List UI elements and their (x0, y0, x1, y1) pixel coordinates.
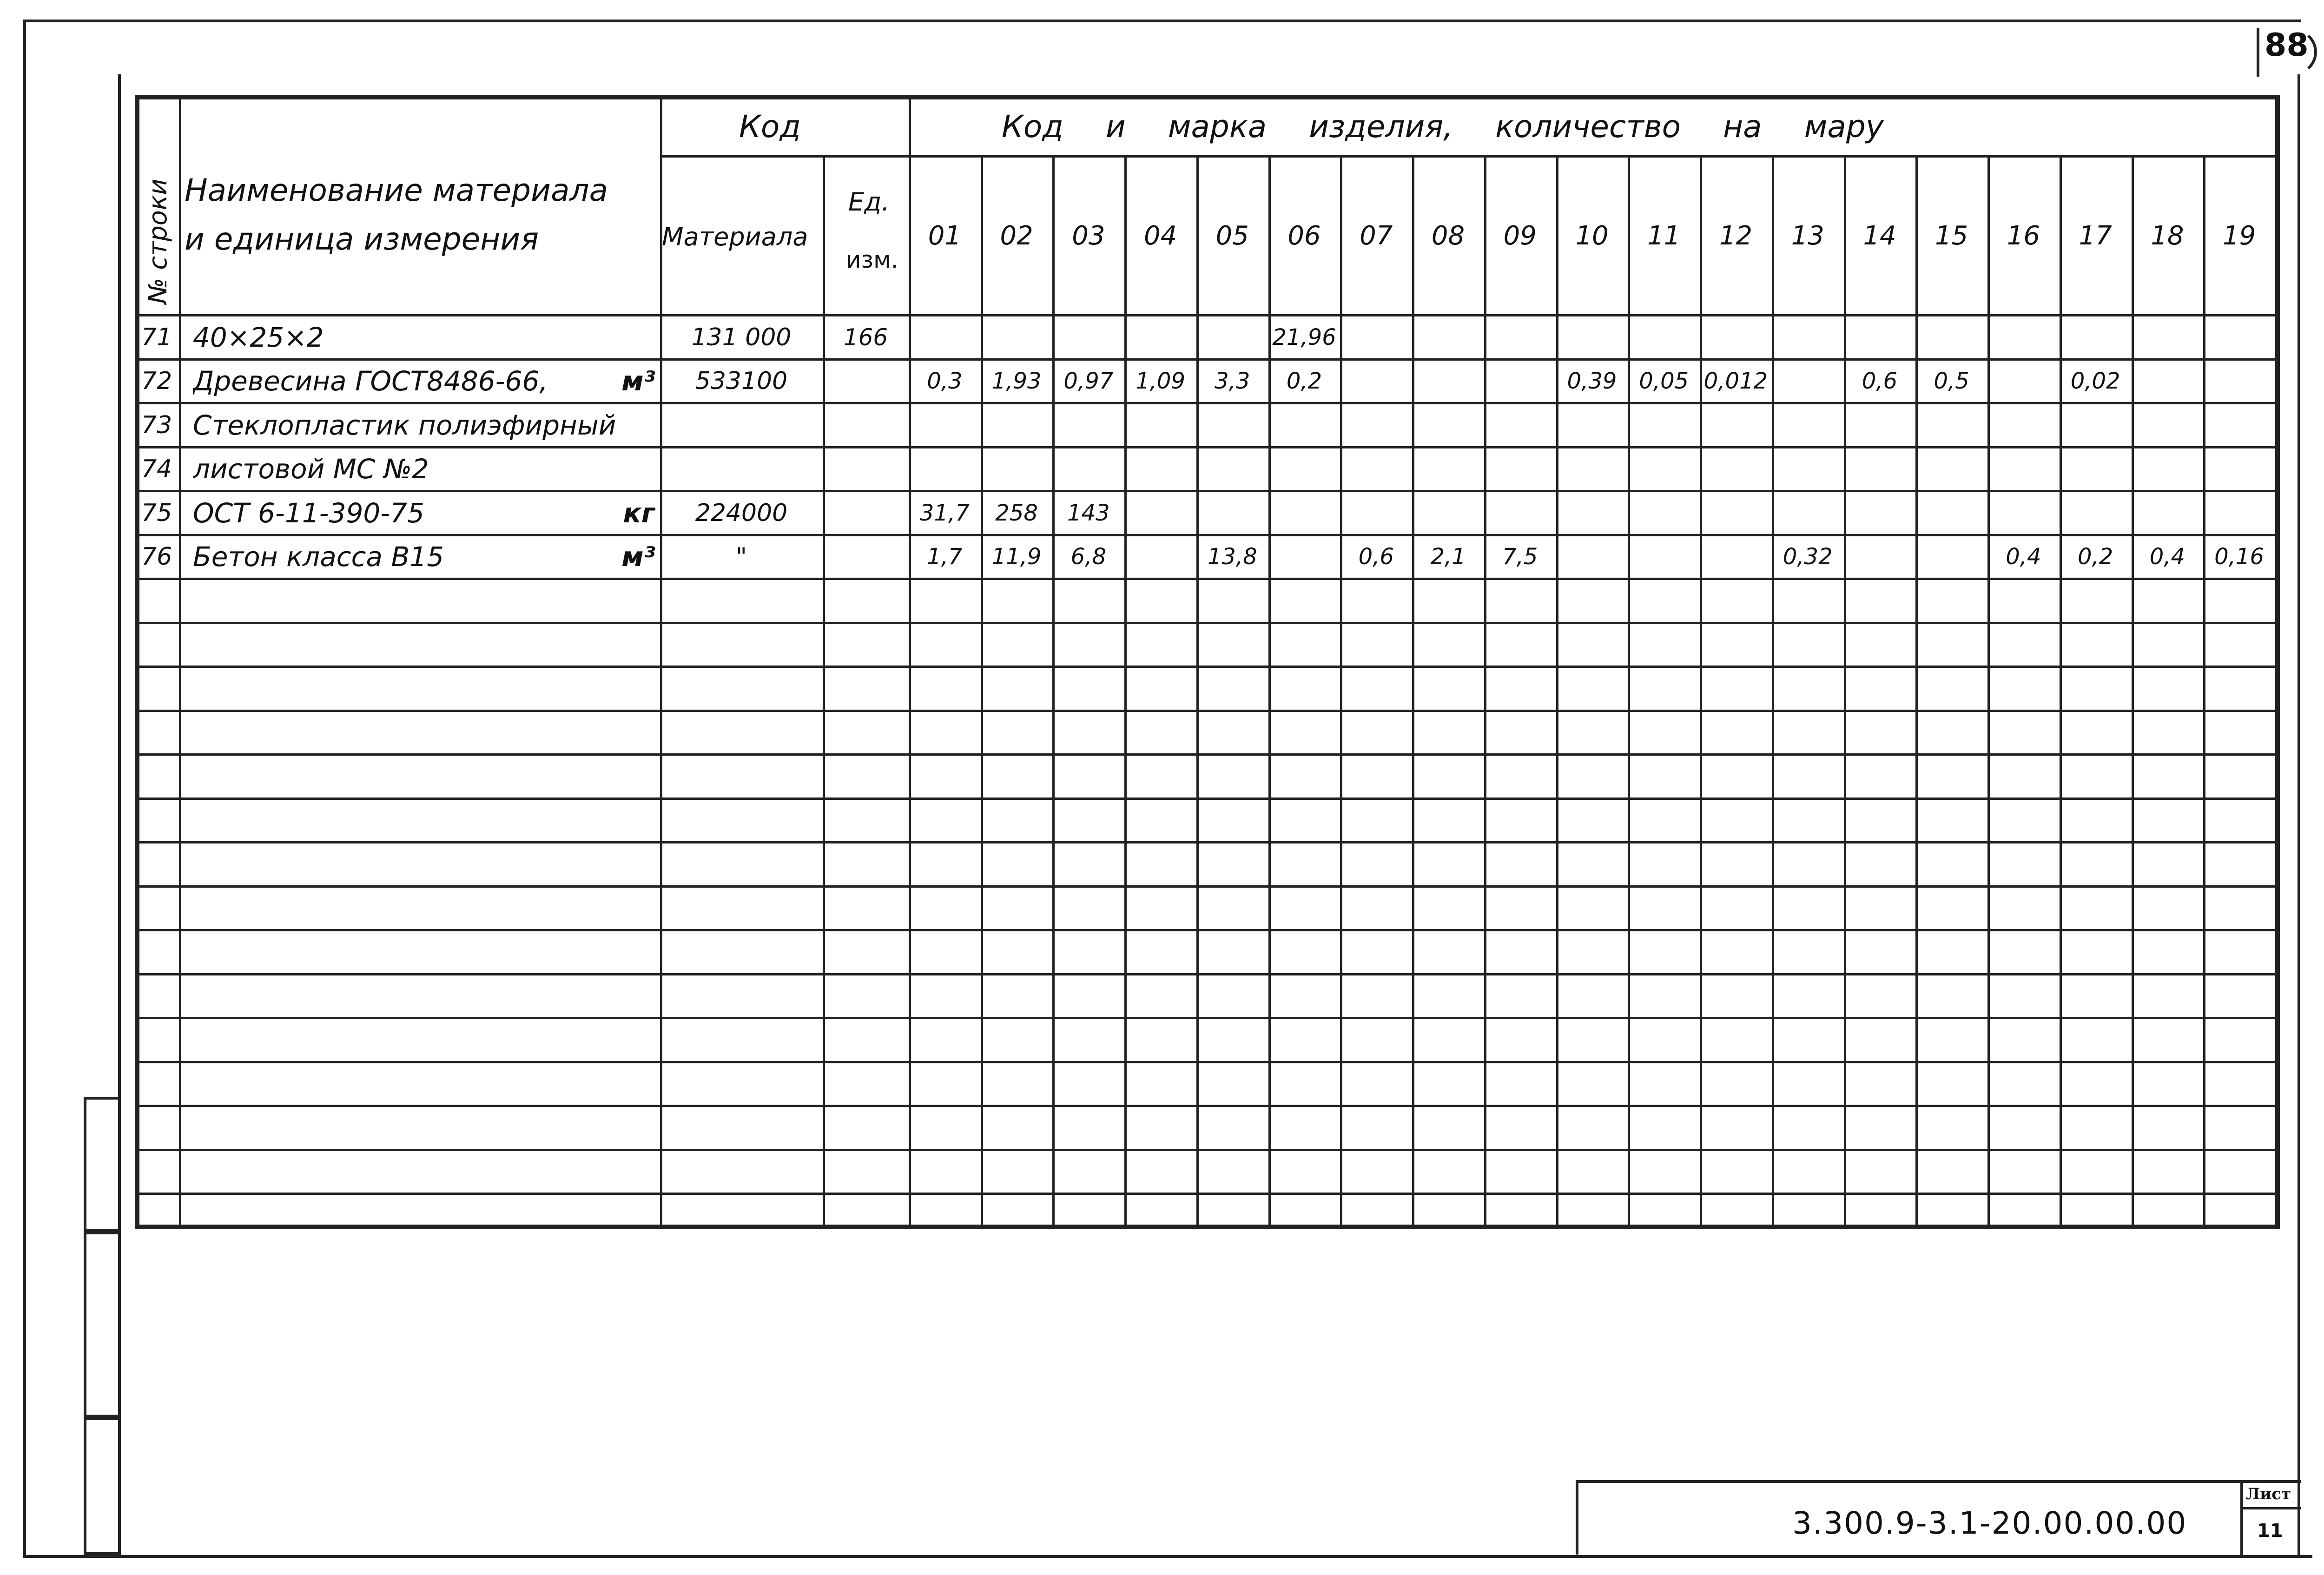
row-number: 75 (141, 499, 172, 527)
product-group-header: Код и марка изделия, количество на мару (1002, 108, 1884, 145)
quantity-cell: 0,4 (2149, 544, 2185, 570)
title-block (1576, 1480, 2301, 1555)
page-number-bracket (2257, 28, 2259, 77)
side-stamp-box-2 (84, 1232, 118, 1417)
material-name: ОСТ 6-11-390-75 (193, 497, 425, 529)
quantity-cell: 13,8 (1207, 544, 1257, 570)
quantity-cell: 1,09 (1136, 368, 1185, 395)
unit-code (823, 448, 909, 490)
grid-hline-row (139, 1149, 2275, 1151)
product-column-header: 13 (1791, 221, 1824, 251)
row-number: 73 (141, 411, 172, 439)
frame-bottom-line (23, 1555, 2312, 1558)
product-column-header: 16 (2007, 221, 2040, 251)
material-unit: кг (623, 497, 655, 529)
unit-code (823, 404, 909, 446)
material-code: 224000 (695, 499, 788, 527)
quantity-cell: 143 (1067, 500, 1110, 526)
material-unit: м³ (621, 365, 655, 397)
unit-header-line1: Ед. (848, 187, 890, 217)
material-unit (600, 448, 655, 490)
row-number: 74 (141, 455, 172, 483)
frame-inner-left-line (118, 74, 121, 1555)
material-unit (600, 404, 655, 446)
quantity-cell: 31,7 (919, 500, 970, 526)
material-code (660, 448, 823, 490)
quantity-cell: 0,02 (2070, 368, 2120, 395)
quantity-cell: 0,2 (2077, 544, 2113, 570)
material-name: Древесина ГОСТ8486-66, (193, 365, 548, 397)
grid-hline-row (139, 797, 2275, 800)
product-column-header: 18 (2151, 221, 2184, 251)
product-column-header: 12 (1719, 221, 1753, 251)
side-stamp-box-1 (84, 1097, 118, 1232)
product-column-header: 03 (1072, 221, 1105, 251)
quantity-cell: 0,05 (1639, 368, 1689, 395)
name-header-line1: Наименование материала (185, 172, 608, 208)
document-code: 3.300.9-3.1-20.00.00.00 (1792, 1505, 2187, 1541)
unit-code (823, 492, 909, 534)
quantity-cell: 11,9 (991, 544, 1042, 570)
product-column-header: 05 (1215, 221, 1249, 251)
grid-hline-row (139, 578, 2275, 580)
side-stamp-box-3 (84, 1417, 118, 1555)
material-code: 131 000 (691, 323, 792, 351)
frame-top-line (23, 20, 2301, 22)
product-column-header: 09 (1503, 221, 1537, 251)
material-name: листовой МС №2 (193, 453, 429, 485)
grid-hline-row (139, 1017, 2275, 1019)
quantity-cell: 0,3 (927, 368, 963, 395)
product-column-header: 15 (1935, 221, 1968, 251)
grid-hline-row (139, 973, 2275, 975)
product-column-header: 07 (1360, 221, 1393, 251)
grid-hline-row (139, 446, 2275, 448)
row-number-header: № строки (143, 178, 172, 304)
frame-right-line (2298, 74, 2300, 1557)
product-column-header: 10 (1575, 221, 1609, 251)
sheet-label: Лист (2246, 1485, 2291, 1503)
quantity-cell: 0,6 (1358, 544, 1394, 570)
row-number: 71 (141, 323, 172, 351)
materials-table (135, 95, 2280, 1229)
grid-hline-row (139, 666, 2275, 668)
material-code (660, 404, 823, 446)
quantity-cell: 6,8 (1070, 544, 1106, 570)
grid-hline-row (139, 753, 2275, 756)
grid-hline-row (139, 841, 2275, 844)
quantity-cell: 0,16 (2214, 544, 2265, 570)
product-column-header: 17 (2079, 221, 2112, 251)
product-column-header: 06 (1287, 221, 1321, 251)
material-unit (600, 316, 655, 358)
quantity-cell: 0,2 (1286, 368, 1322, 395)
quantity-cell: 7,5 (1502, 544, 1538, 570)
material-code: " (736, 543, 747, 571)
row-number: 72 (141, 367, 172, 395)
page-number: 88 (2265, 27, 2309, 64)
material-unit: м³ (621, 541, 655, 573)
product-column-header: 01 (928, 221, 961, 251)
grid-hline-row (139, 622, 2275, 624)
grid-hline-row (139, 710, 2275, 712)
sheet-label-divider (2243, 1507, 2301, 1509)
quantity-cell: 0,6 (1862, 368, 1898, 395)
material-code: 533100 (695, 367, 788, 395)
quantity-cell: 0,97 (1063, 368, 1114, 395)
unit-code (823, 361, 909, 402)
material-code-header: Материала (662, 222, 808, 251)
grid-hline-row (139, 1061, 2275, 1063)
code-group-header: Код (739, 108, 801, 145)
material-name: 40×25×2 (193, 321, 324, 353)
quantity-cell: 0,39 (1567, 368, 1617, 395)
quantity-cell: 2,1 (1430, 544, 1466, 570)
frame-left-line (23, 20, 26, 1558)
quantity-cell: 1,93 (991, 368, 1042, 395)
quantity-cell: 0,5 (1934, 368, 1969, 395)
product-column-header: 19 (2222, 221, 2256, 251)
material-name: Бетон класса В15 (193, 541, 444, 573)
unit-code (823, 536, 909, 578)
grid-vline-code (660, 99, 662, 1225)
product-column-header: 08 (1431, 221, 1465, 251)
grid-hline-row (139, 1193, 2275, 1195)
quantity-cell: 3,3 (1215, 368, 1250, 395)
grid-hline-row (139, 885, 2275, 888)
row-number: 76 (141, 543, 172, 571)
sheet-number: 11 (2257, 1520, 2283, 1542)
unit-header-line2: изм. (846, 246, 898, 273)
grid-hline-row (139, 1105, 2275, 1107)
product-column-header: 02 (1000, 221, 1033, 251)
unit-code: 166 (843, 323, 888, 351)
name-header-line2: и единица измерения (185, 221, 539, 257)
grid-hline-header-bottom (139, 314, 2275, 316)
material-name: Стеклопластик полиэфирный (193, 409, 616, 441)
quantity-cell: 0,4 (2006, 544, 2041, 570)
quantity-cell: 1,7 (927, 544, 963, 570)
product-column-header: 04 (1143, 221, 1177, 251)
grid-hline-row (139, 490, 2275, 492)
quantity-cell: 258 (995, 500, 1038, 526)
product-column-header: 11 (1647, 221, 1681, 251)
sheet-number-box (2240, 1483, 2301, 1557)
quantity-cell: 0,32 (1783, 544, 1833, 570)
grid-hline-row (139, 929, 2275, 931)
quantity-cell: 21,96 (1272, 324, 1336, 350)
product-column-header: 14 (1863, 221, 1896, 251)
quantity-cell: 0,012 (1703, 368, 1768, 395)
